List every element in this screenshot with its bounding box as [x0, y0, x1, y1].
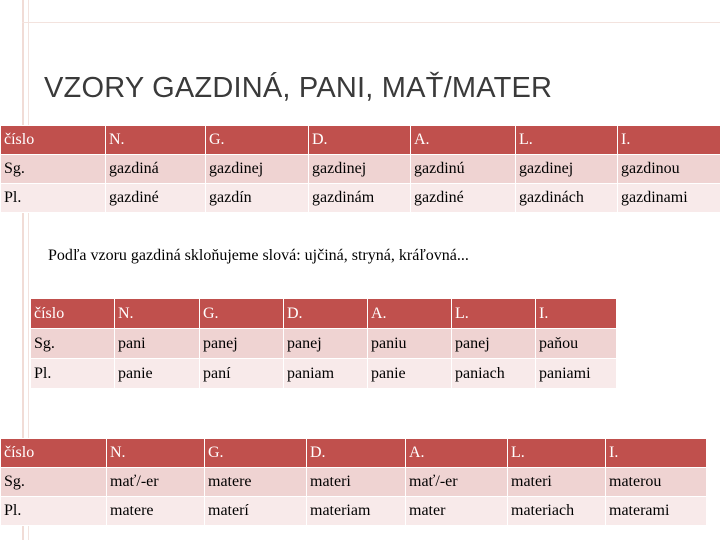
table-cell: materiach [508, 497, 606, 526]
table-cell: materi [307, 468, 406, 497]
table-cell: materí [205, 497, 307, 526]
declension-table-pani [30, 298, 617, 389]
table-cell: paniam [284, 359, 368, 389]
table-cell: Sg. [1, 468, 107, 497]
table-cell: gazdinej [516, 155, 618, 184]
table-cell: gazdinej [206, 155, 309, 184]
table-cell: paniu [368, 329, 452, 359]
declension-note: Podľa vzoru gazdiná skloňujeme slová: ujčiná, stryná, kráľovná... [48, 247, 469, 264]
header-cell-genitive: G. [206, 126, 309, 155]
header-cell-dative: D. [307, 439, 406, 468]
table-row-plural [1, 184, 720, 213]
table-cell: mať/-er [107, 468, 205, 497]
table-cell: Pl. [1, 184, 106, 213]
header-cell-dative: D. [284, 299, 368, 329]
table-row-singular [1, 155, 720, 184]
header-cell-number: číslo [1, 126, 106, 155]
table-cell: gazdinách [516, 184, 618, 213]
table-cell: Pl. [1, 497, 107, 526]
table-cell: gazdinami [618, 184, 720, 213]
table-cell: matere [107, 497, 205, 526]
header-cell-locative: L. [516, 126, 618, 155]
table-cell: materou [606, 468, 707, 497]
table-cell: gazdiné [106, 184, 206, 213]
table-cell: gazdinej [309, 155, 411, 184]
table-cell: paní [200, 359, 284, 389]
table-cell: Pl. [31, 359, 115, 389]
table-cell: gazdinou [618, 155, 720, 184]
table-cell: paniami [536, 359, 617, 389]
table-cell: panej [284, 329, 368, 359]
table-cell: panie [115, 359, 200, 389]
table-cell: pani [115, 329, 200, 359]
header-cell-accusative: A. [411, 126, 516, 155]
declension-table-gazdina [0, 125, 720, 213]
header-cell-locative: L. [452, 299, 536, 329]
table-header-row [31, 299, 617, 329]
slide-title: VZORY GAZDINÁ, PANI, MAŤ/MATER [44, 72, 553, 104]
header-cell-nominative: N. [115, 299, 200, 329]
header-cell-instrumental: I. [606, 439, 707, 468]
table-header-row [1, 126, 720, 155]
table-cell: paňou [536, 329, 617, 359]
header-cell-nominative: N. [107, 439, 205, 468]
table-cell: Sg. [1, 155, 106, 184]
table-cell: mať/-er [406, 468, 508, 497]
table-cell: panej [200, 329, 284, 359]
table-cell: paniach [452, 359, 536, 389]
table-cell: materami [606, 497, 707, 526]
table-cell: materi [508, 468, 606, 497]
table-row-singular [31, 329, 617, 359]
header-cell-number: číslo [1, 439, 107, 468]
table-cell: Sg. [31, 329, 115, 359]
table-header-row [1, 439, 707, 468]
table-cell: matere [205, 468, 307, 497]
table-cell: gazdinám [309, 184, 411, 213]
table-cell: mater [406, 497, 508, 526]
table-cell: gazdín [206, 184, 309, 213]
table-row-plural [1, 497, 707, 526]
table-cell: panej [452, 329, 536, 359]
header-cell-accusative: A. [406, 439, 508, 468]
table-row-singular [1, 468, 707, 497]
header-cell-genitive: G. [205, 439, 307, 468]
table-cell: materiam [307, 497, 406, 526]
header-cell-instrumental: I. [536, 299, 617, 329]
table-cell: gazdinú [411, 155, 516, 184]
header-cell-accusative: A. [368, 299, 452, 329]
header-cell-instrumental: I. [618, 126, 720, 155]
header-cell-locative: L. [508, 439, 606, 468]
header-cell-nominative: N. [106, 126, 206, 155]
header-cell-number: číslo [31, 299, 115, 329]
header-cell-genitive: G. [200, 299, 284, 329]
header-cell-dative: D. [309, 126, 411, 155]
table-row-plural [31, 359, 617, 389]
slide-frame-top-line [22, 22, 720, 23]
declension-table-mat-mater [0, 438, 707, 526]
table-cell: panie [368, 359, 452, 389]
table-cell: gazdiná [106, 155, 206, 184]
table-cell: gazdiné [411, 184, 516, 213]
